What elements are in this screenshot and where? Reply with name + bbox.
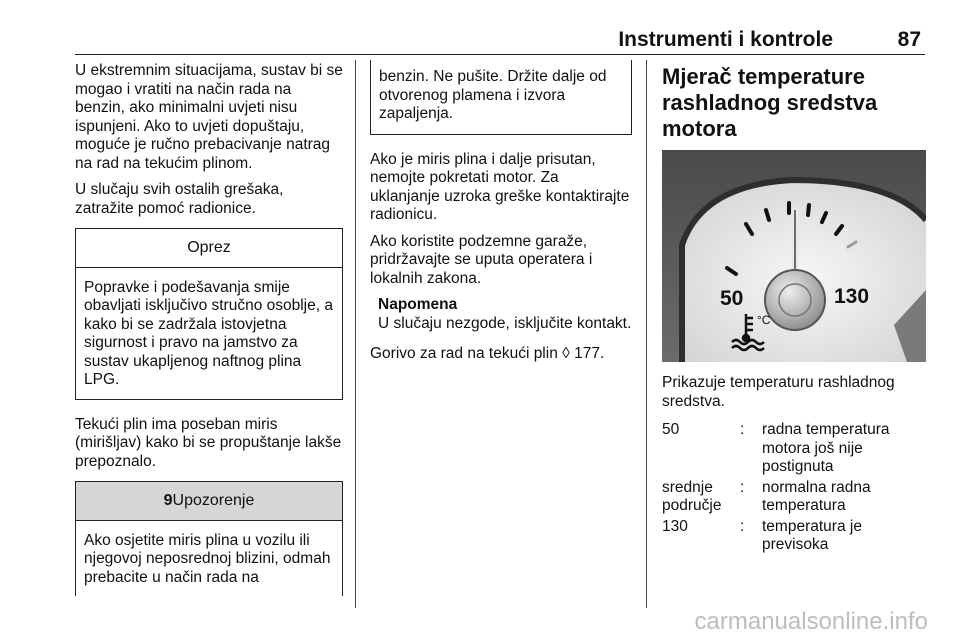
page-number: 87 — [897, 28, 921, 51]
gauge-label-50: 50 — [720, 287, 744, 310]
paragraph: Gorivo za rad na tekući plin ◊ 177. — [370, 345, 605, 362]
definition-separator: : — [740, 517, 745, 535]
definition-term: 50 — [662, 421, 680, 438]
paragraph: Prikazuje temperaturu rashladnog sredstva. — [662, 374, 895, 410]
warning-title: Upozorenje — [172, 492, 255, 509]
caution-title: Oprez — [76, 229, 342, 268]
caution-box — [75, 228, 343, 400]
note-text: U slučaju nezgode, isključite kontakt. — [378, 314, 632, 332]
paragraph: Ako je miris plina i dalje prisutan, nemojte pokretati motor. Za uklanjanje uzroka greške kontaktirajte radionicu. — [370, 150, 630, 223]
warning-box-continued: benzin. Ne pušite. Držite dalje od otvorenog plamena i izvora zapaljenja. — [370, 60, 632, 135]
gauge-unit: °C — [757, 313, 771, 327]
section-heading: Mjerač temperature rashladnog sredstva motora — [662, 64, 878, 141]
gauge-label-130: 130 — [834, 285, 870, 308]
watermark: carmanualsonline.info — [694, 608, 928, 635]
column-left — [75, 62, 343, 596]
gauge-hub — [765, 270, 825, 330]
definition-text: temperatura je previsoka — [762, 517, 862, 553]
column-middle — [370, 60, 632, 372]
note-title: Napomena — [378, 296, 458, 313]
definition-row — [662, 421, 926, 477]
definition-separator: : — [740, 421, 745, 438]
warning-box — [75, 481, 343, 596]
warning-text: Ako osjetite miris plina u vozilu ili njegovoj neposrednoj blizini, odmah prebacite u način rada na — [84, 531, 331, 586]
paragraph: U ekstremnim situacijama, sustav bi se mogao i vratiti na način rada na benzin, ako minimalni uvjeti nisu ispunjeni. Ako to uvjeti dopuštaju, moguće je ručno prebacivanje natrag na rad na tekućim plinom. — [75, 62, 343, 172]
definition-row — [662, 479, 926, 516]
definition-text: normalna radna temperatura — [762, 478, 871, 514]
warning-header — [76, 482, 342, 521]
definition-term: 130 — [662, 517, 688, 535]
paragraph: Tekući plin ima poseban miris (mirišljav) kako bi se propuštanje lakše prepoznalo. — [75, 415, 342, 470]
warning-icon: 9 — [163, 492, 173, 509]
definition-list — [662, 421, 926, 555]
column-divider — [355, 60, 356, 608]
definition-term: srednje područje — [662, 478, 722, 514]
definition-text: radna temperatura motora još nije postignuta — [762, 421, 890, 475]
definition-row — [662, 518, 926, 555]
page-header — [75, 24, 925, 55]
caution-text: Popravke i podešavanja smije obavljati isključivo stručno osoblje, a kako bi se zadržala istovjetna sigurnost i pravo na jamstvo za sustav ukapljenog naftnog plina LPG. — [84, 278, 333, 388]
definition-separator: : — [740, 478, 745, 496]
paragraph: Ako koristite podzemne garaže, pridržavajte se uputa operatera i lokalnih zakona. — [370, 232, 593, 287]
column-right — [662, 64, 926, 557]
temperature-gauge-image — [662, 150, 926, 362]
note-block — [370, 296, 632, 333]
section-title: Instrumenti i kontrole — [618, 28, 833, 51]
paragraph: U slučaju svih ostalih grešaka, zatražite pomoć radionice. — [75, 181, 284, 217]
column-divider — [646, 60, 647, 608]
